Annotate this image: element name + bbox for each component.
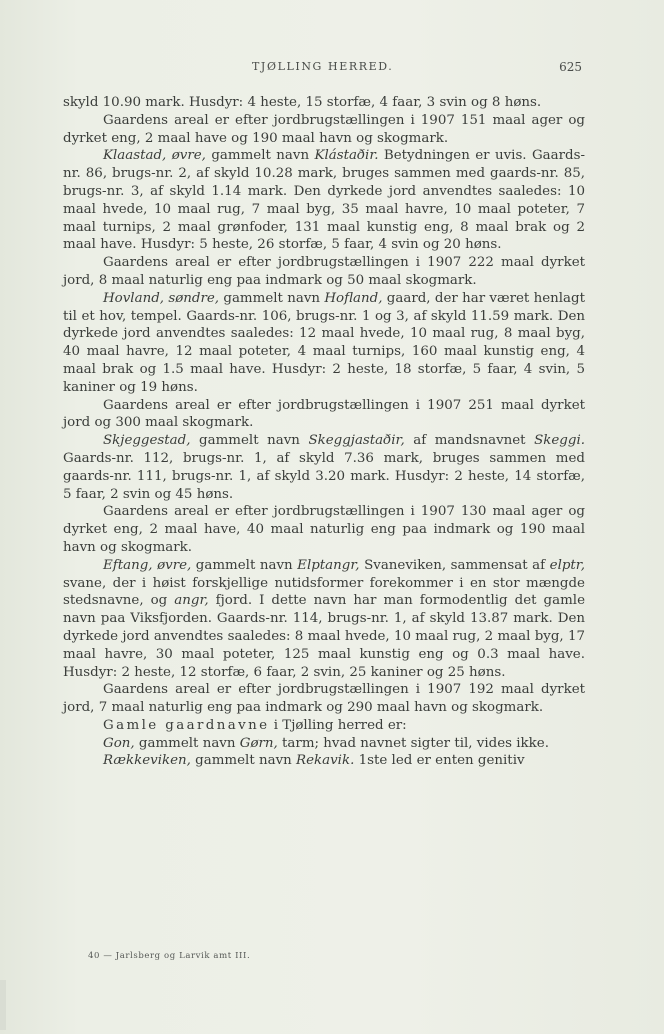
text: fjord. I dette navn har man formodentlig det gamle navn paa Viksfjorden. Gaards-nr. 114, brugs-nr. 1, af skyld 13.87 mark. Den dyrkede jord anvendtes saaledes: 8 maal hvede, 10 maal rug, 2 maal byg, 17 maal havre, 30 maal poteter, 125 maal kunstig eng og 0.3 maal have. Husdyr: 2 heste, 12 storfæ, 6 faar, 2 svin, 25 kaniner og 25 høns.: [63, 593, 585, 680]
text: af mandsnavnet: [404, 433, 535, 449]
old-name: Gørn,: [239, 735, 278, 751]
paragraph: Gaardens areal er efter jordbrugstællingen i 1907 251 maal dyrket jord og 300 maal skogmark.: [63, 397, 585, 431]
page-number: 625: [559, 60, 582, 74]
text: gammelt navn: [190, 753, 297, 769]
paragraph: [63, 147, 585, 254]
old-name: Rekavik.: [296, 753, 355, 769]
page-body: [63, 94, 585, 770]
running-title: TJØLLING HERRED.: [252, 60, 394, 73]
farm-name: Rækkeviken,: [103, 753, 191, 769]
signature-footer: 40 — Jarlsberg og Larvik amt III.: [88, 951, 251, 961]
paragraph: Gaardens areal er efter jordbrugstællingen i 1907 151 maal ager og dyrket eng, 2 maal have og 190 maal havn og skogmark.: [63, 112, 585, 146]
word: elptr,: [549, 557, 585, 573]
text: gammelt navn: [134, 735, 240, 751]
old-name: Skeggjastaðir,: [308, 433, 405, 449]
farm-name: Klaastad, øvre,: [103, 148, 206, 164]
paragraph: Gaardens areal er efter jordbrugstællingen i 1907 130 maal ager og dyrket eng, 2 maal have, 40 maal naturlig eng paa indmark og 190 maal havn og skogmark.: [63, 504, 585, 555]
running-header: [0, 60, 664, 80]
farm-name: Eftang, øvre,: [103, 557, 192, 573]
text: Betydningen er uvis. Gaards-nr. 86, brugs-nr. 2, af skyld 10.28 mark, bruges sammen med gaards-nr. 85, brugs-nr. 3, af skyld 1.14 mark. Den dyrkede jord anvendtes saaledes: 10 maal hvede, 10 maal rug, 7 maal byg, 35 maal havre, 10 maal poteter, 7 maal turnips, 2 maal grønfoder, 131 maal kunstig eng, 8 maal brak og 2 maal have. Husdyr: 5 heste, 26 storfæ, 5 faar, 4 svin og 20 høns.: [63, 148, 585, 253]
text: 1ste led er enten genitiv: [354, 753, 525, 769]
text: Gaards-nr. 112, brugs-nr. 1, af skyld 7.36 mark, bruges sammen med gaards-nr. 111, brugs-nr. 1, af skyld 3.20 mark. Husdyr: 2 heste, 14 storfæ, 5 faar, 2 svin og 45 høns.: [63, 450, 585, 502]
paragraph: Gaardens areal er efter jordbrugstællingen i 1907 222 maal dyrket jord, 8 maal naturlig eng paa indmark og 50 maal skogmark.: [63, 255, 585, 288]
paragraph: [63, 752, 585, 770]
text: Svaneviken, sammensat af: [359, 557, 550, 573]
word: angr,: [174, 593, 209, 609]
text: gammelt navn: [191, 557, 298, 573]
paragraph: [63, 735, 585, 753]
farm-name: Gon,: [103, 735, 135, 751]
text: i Tjølling herred er:: [269, 717, 407, 733]
paragraph: [63, 557, 585, 682]
old-name: Elptangr,: [297, 557, 360, 573]
text: gammelt navn: [219, 290, 325, 306]
text: tarm; hvad navnet sigter til, vides ikke.: [277, 735, 549, 751]
text: gammelt navn: [205, 148, 315, 164]
text: svane, der i høist forskjellige nutidsformer forekommer i en stor mængde stedsnavne, og: [63, 575, 585, 609]
paragraph: [63, 290, 585, 397]
old-name: Klástaðir.: [314, 148, 379, 164]
margin-shadow: [0, 980, 6, 1030]
personal-name: Skeggi.: [534, 433, 585, 449]
old-name: Hofland,: [324, 290, 383, 306]
heading-spaced: Gamle gaardnavne: [103, 717, 270, 733]
text: gammelt navn: [190, 433, 309, 449]
farm-name: Skjeggestad,: [103, 433, 191, 449]
farm-name: Hovland, søndre,: [103, 290, 220, 306]
paragraph: [63, 432, 585, 503]
paragraph: Gaardens areal er efter jordbrugstællingen i 1907 192 maal dyrket jord, 7 maal naturlig eng paa indmark og 290 maal havn og skogmark.: [63, 682, 585, 716]
text: gaard, der har været henlagt til et hov, tempel. Gaards-nr. 106, brugs-nr. 1 og 3, af skyld 11.59 mark. Den dyrkede jord anvendtes saaledes: 12 maal hvede, 10 maal rug, 8 maal byg, 40 maal havre, 12 maal poteter, 4 maal turnips, 160 maal kunstig eng, 4 maal brak og 1.5 maal have. Husdyr: 2 heste, 18 storfæ, 5 faar, 4 svin, 5 kaniner og 19 høns.: [63, 290, 585, 395]
section-heading: [63, 717, 585, 735]
paragraph: skyld 10.90 mark. Husdyr: 4 heste, 15 storfæ, 4 faar, 3 svin og 8 høns.: [63, 95, 542, 110]
